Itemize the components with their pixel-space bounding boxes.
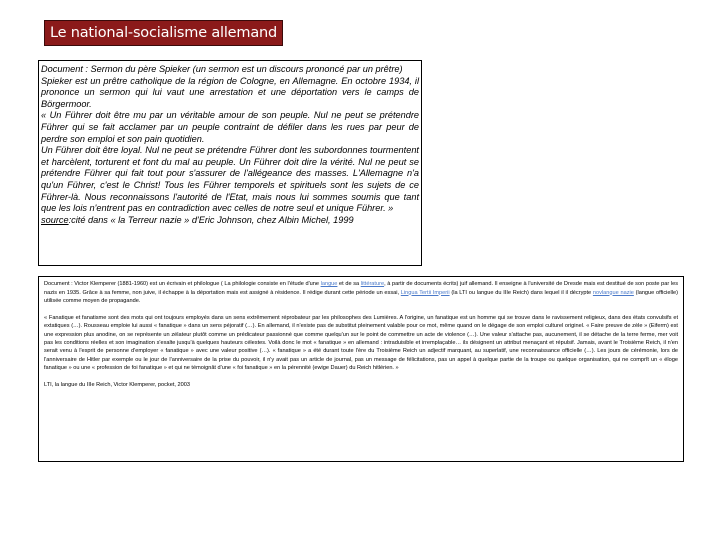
document-1-quote-part2: Un Führer doit être loyal. Nul ne peut se prétendre Führer dont les subordonnes tourmentent et harcèlent, torturent et font du mal au peuple. Un Führer doit dire la vérité. Nul ne peut se prétendre Führer qui fait tout pour s'assurer de l'allégeance des masses. L'Allemagne n'a qu'un Führer, c'est le Christ! Tous les Führer temporels et spirituels sont les sujets de ce Führer-là. Nous reconnaissons l'autorité de l'Etat, mais nous lui sommes soumis que tant que les lois n'entrent pas en contradiction avec celles de notre seul et unique Führer. » <box>41 145 419 214</box>
document-1-box <box>38 60 422 266</box>
intro-text-1: Document : Victor Klemperer (1881-1960) est un écrivain et philologue ( La philologie consiste en l'étude d'une <box>44 281 321 287</box>
intro-text-4: (la LTI ou langue du IIIe Reich) dans lequel il il décrypte <box>449 289 593 296</box>
document-1-intro: Document : Sermon du père Spieker (un sermon est un discours prononcé par un prêtre) <box>41 64 403 74</box>
intro-text-3: , à partir de documents écrits) juif allemand. Il enseigne à l'université de Dresde mais est destitué de son poste par les nazis en 1935. Grâce à sa femme, non juive, il échappe à la déportation mais est assigné à résidence. Il rédige durant cette période un essai, <box>44 281 679 296</box>
source-text: :cité dans « la Terreur nazie » d'Eric Johnson, chez Albin Michel, 1999 <box>68 214 354 225</box>
document-1-source <box>41 215 419 227</box>
document-2-source: LTI, la langue du IIIe Reich, Victor Klemperer, pocket, 2003 <box>44 381 190 388</box>
document-1-quote-part1: « Un Führer doit être mu par un véritable amour de son peuple. Nul ne peut se prétendre Führer qui se fait acclamer par un peuple contraint de défiler dans les rues par peur de perdre son emploi et son pain quotidien. <box>41 110 419 144</box>
spacer <box>44 373 678 381</box>
source-label: source <box>41 214 69 225</box>
document-2-quote: « Fanatique et fanatisme sont des mots qui ont toujours employés dans un sens extrêmement réprobateur par les philosophes des Lumières. A l'origine, un fanatique est un homme qui se trouve dans le ravissement religieux, dans des états convulsifs et extatiques (…). Rousseau emploie lui aussi « fanatique » dans un sens péjoratif (…). En allemand, il n'existe pas de substitut pleinement valable pour ce mot, même quand on le dégage de son emploi culturel originel. « Faire preuve de zèle » (Eiferm) est une expression plus anodine, on se représente un zélateur plutôt comme un prédicateur passionné que comme quelqu'un sur le point de commettre un acte de violence (…). Une valeur s'attache pas, aucunement, il se détache de la terre ferme, mer voit pas les conditions réelles et son imagination s'exalte jusqu'à quelques hauteurs célestes. Voilà donc le mot « fanatique » en allemand : intraduisible et irremplaçable… ils désignent un attribut menaçant et répulsif. Jamais, avant le Troisième Reich, il n'en serait venu à l'esprit de personne d'employer « fanatique » avec une valeur positive (…). « fanatique » a été durant toute l'ère du Troisième Reich un adjectif marquant, au superlatif, une reconnaissance officielle (…). Les jours de cérémonie, lors de l'anniversaire de Hitler par exemple ou le jour de l'anniversaire de la prise du pouvoir, il n'y avait pas un article de journal, pas un message de félicitations, pas un appel à quelque partie de la troupe ou quelque organisation, qui ne comprît un « éloge fanatique » ou une « profession de foi fanatique » et qui ne témoignât d'une « foi fanatique » en la pérennité (ewige Dauer) du Reich hitlérien. » <box>44 314 678 372</box>
link-litterature[interactable]: littérature <box>360 281 385 287</box>
document-2-intro <box>44 280 678 306</box>
link-novlangue-nazie[interactable]: novlangue nazie <box>592 289 634 296</box>
link-lingua-tertii-imperii[interactable]: Lingua Tertii Imperii <box>400 289 450 296</box>
spacer <box>44 306 678 314</box>
link-langue[interactable]: langue <box>320 281 338 287</box>
intro-text-5: (langue officielle) utilisée comme moyen de propagande. <box>44 289 678 305</box>
intro-text-2: et de sa <box>337 281 361 287</box>
document-1-context: Spieker est un prêtre catholique de la région de Cologne, en Allemagne. En octobre 1934, il prononce un sermon qui lui vaut une arrestation et une déportation vers le camps de Börgermoor. <box>41 75 419 109</box>
document-2-box <box>38 276 684 462</box>
page-title: Le national-socialisme allemand <box>50 25 277 41</box>
page-title-banner <box>44 20 283 46</box>
